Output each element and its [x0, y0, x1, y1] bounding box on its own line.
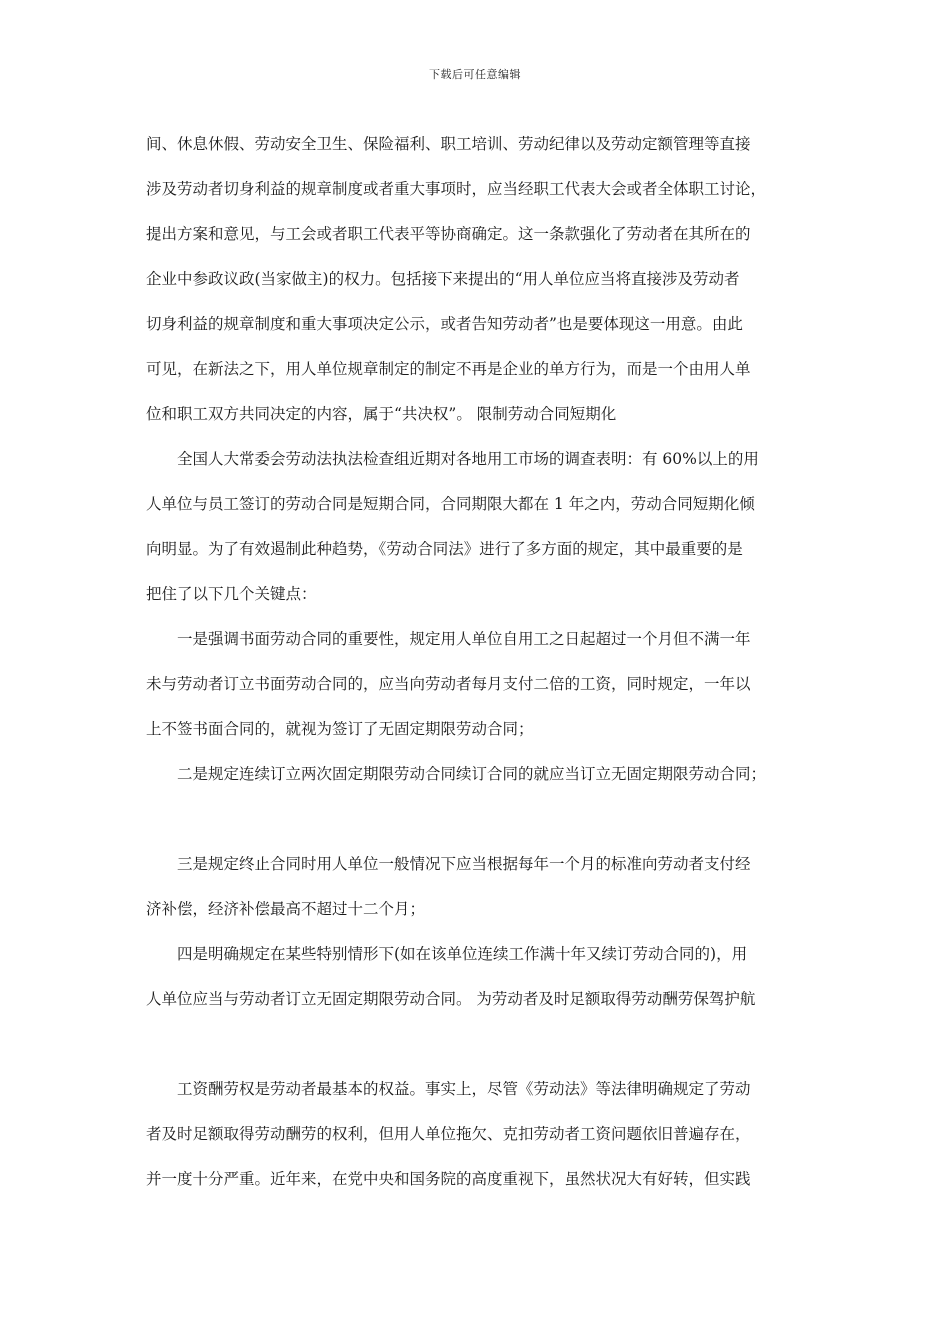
text-line: 位和职工双方共同决定的内容，属于“共决权”。 限制劳动合同短期化	[146, 405, 617, 423]
text-line: 二是规定连续订立两次固定期限劳动合同续订合同的就应当订立无固定期限劳动合同；	[177, 765, 767, 783]
text-line: 上不签书面合同的，就视为签订了无固定期限劳动合同；	[146, 720, 534, 738]
text-line: 把住了以下几个关键点：	[146, 585, 317, 603]
text-line: 涉及劳动者切身利益的规章制度或者重大事项时，应当经职工代表大会或者全体职工讨论，	[146, 180, 767, 198]
text-line: 三是规定终止合同时用人单位一般情况下应当根据每年一个月的标准向劳动者支付经	[177, 855, 751, 873]
text-line: 四是明确规定在某些特别情形下(如在该单位连续工作满十年又续订劳动合同的)，用	[177, 945, 748, 963]
blank-line	[146, 797, 808, 842]
text-line: 企业中参政议政(当家做主)的权力。包括接下来提出的“用人单位应当将直接涉及劳动者	[146, 270, 740, 288]
text-line: 可见，在新法之下，用人单位规章制定的制定不再是企业的单方行为，而是一个由用人单	[146, 360, 751, 378]
text-line: 向明显。为了有效遏制此种趋势，《劳动合同法》进行了多方面的规定，其中最重要的是	[146, 540, 743, 558]
text-line: 未与劳动者订立书面劳动合同的，应当向劳动者每月支付二倍的工资，同时规定，一年以	[146, 675, 751, 693]
text-line: 人单位应当与劳动者订立无固定期限劳动合同。 为劳动者及时足额取得劳动酬劳保驾护航	[146, 990, 756, 1008]
text-line: 一是强调书面劳动合同的重要性，规定用人单位自用工之日起超过一个月但不满一年	[177, 630, 751, 648]
text-line: 济补偿，经济补偿最高不超过十二个月；	[146, 900, 426, 918]
text-line: 工资酬劳权是劳动者最基本的权益。事实上，尽管《劳动法》等法律明确规定了劳动	[177, 1080, 751, 1098]
text-line: 间、休息休假、劳动安全卫生、保险福利、职工培训、劳动纪律以及劳动定额管理等直接	[146, 135, 751, 153]
text-line: 提出方案和意见，与工会或者职工代表平等协商确定。这一条款强化了劳动者在其所在的	[146, 225, 751, 243]
document-body	[146, 122, 808, 1202]
text-line: 切身利益的规章制度和重大事项决定公示，或者告知劳动者”也是要体现这一用意。由此	[146, 315, 743, 333]
text-line: 全国人大常委会劳动法执法检查组近期对各地用工市场的调查表明：有 60%以上的用	[177, 450, 759, 468]
text-line: 人单位与员工签订的劳动合同是短期合同，合同期限大都在 1 年之内，劳动合同短期化倾	[146, 495, 755, 513]
page-header: 下载后可任意编辑	[429, 68, 521, 81]
text-line: 并一度十分严重。近年来，在党中央和国务院的高度重视下，虽然状况大有好转，但实践	[146, 1170, 751, 1188]
blank-line	[146, 1022, 808, 1067]
text-line: 者及时足额取得劳动酬劳的权利，但用人单位拖欠、克扣劳动者工资问题依旧普遍存在，	[146, 1125, 751, 1143]
